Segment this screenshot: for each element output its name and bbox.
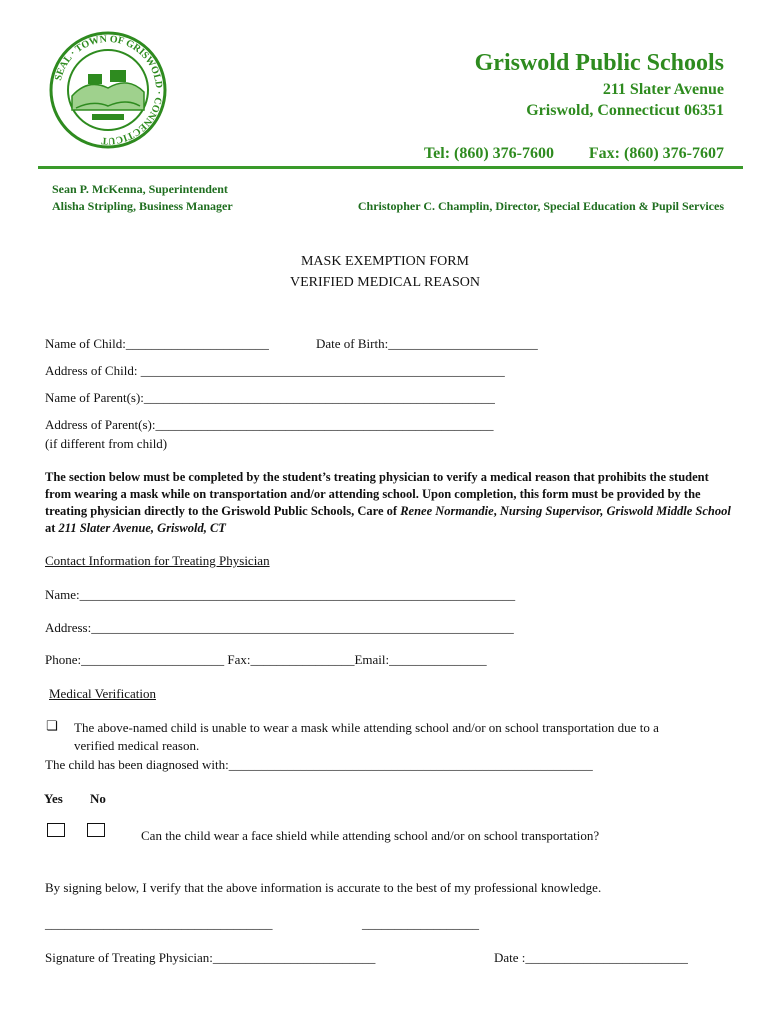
yes-checkbox[interactable] bbox=[47, 823, 65, 837]
face-shield-question: Can the child wear a face shield while attending school and/or on school transportation? bbox=[141, 828, 600, 843]
town-seal-logo bbox=[48, 30, 168, 150]
attestation-text: By signing below, I verify that the above information is accurate to the best of my professional knowledge. bbox=[45, 880, 602, 895]
verification-heading: Medical Verification bbox=[49, 686, 156, 701]
contact-role: Nursing Supervisor, Griswold Middle School bbox=[499, 504, 731, 518]
form-subtitle: VERIFIED MEDICAL REASON bbox=[289, 275, 481, 290]
contact-name: Renee Normandie bbox=[400, 504, 494, 518]
parent-name-field[interactable]: Name of Parent(s):______________________________________________________ bbox=[45, 390, 495, 405]
child-address-field[interactable]: Address of Child: ________________________________________________________ bbox=[45, 363, 505, 378]
form-title: MASK EXEMPTION FORM bbox=[300, 254, 470, 269]
superintendent: Sean P. McKenna, Superintendent bbox=[52, 182, 228, 196]
date-label[interactable]: Date :_________________________ bbox=[494, 950, 688, 965]
instructions-comma: , bbox=[493, 504, 497, 518]
diagnosis-field[interactable]: The child has been diagnosed with:________________________________________________________ bbox=[45, 757, 593, 772]
date-line[interactable]: __________________ bbox=[362, 916, 479, 931]
instructions-text: The section below must be completed by the student’s treating physician to verify a medical reason that prohibits the student from wearing a mask while on transportation and/or attending school. Upon completion, this form must be provided by the treating physician directly to the Griswold Public Schools, Care of bbox=[45, 470, 709, 518]
seal-text: SEAL · TOWN OF GRISWOLD · CONNECTICUT bbox=[53, 33, 165, 147]
signature-line[interactable]: ___________________________________ bbox=[45, 916, 273, 931]
no-checkbox[interactable] bbox=[87, 823, 105, 837]
physician-name-field[interactable]: Name:___________________________________________________________________ bbox=[45, 587, 516, 602]
fax: Fax: (860) 376-7607 bbox=[588, 145, 724, 162]
date-of-birth-field[interactable]: Date of Birth:_______________________ bbox=[316, 336, 538, 351]
address-line-2: Griswold, Connecticut 06351 bbox=[526, 102, 724, 119]
parent-address-note: (if different from child) bbox=[45, 436, 168, 451]
contact-location: 211 Slater Avenue, Griswold, CT bbox=[58, 521, 226, 535]
business-manager: Alisha Stripling, Business Manager bbox=[52, 199, 233, 213]
signature-label[interactable]: Signature of Treating Physician:_________________________ bbox=[45, 950, 376, 965]
physician-address-field[interactable]: Address:_________________________________________________________________ bbox=[45, 620, 514, 635]
address-line-1: 211 Slater Avenue bbox=[602, 81, 724, 98]
parent-address-field[interactable]: Address of Parent(s):____________________________________________________ bbox=[45, 417, 494, 432]
header-divider bbox=[38, 166, 743, 169]
physician-phone-fax-email-field[interactable]: Phone:______________________ Fax:________________Email:_______________ bbox=[45, 652, 487, 667]
child-name-field[interactable]: Name of Child:______________________ bbox=[45, 336, 269, 351]
instructions-paragraph bbox=[45, 469, 735, 537]
verification-statement-line1: The above-named child is unable to wear a mask while attending school and/or on school transportation due to a bbox=[74, 720, 659, 735]
school-name: Griswold Public Schools bbox=[474, 50, 724, 76]
telephone: Tel: (860) 376-7600 bbox=[423, 145, 554, 162]
verification-statement-line2: verified medical reason. bbox=[74, 738, 200, 753]
contact-heading: Contact Information for Treating Physician bbox=[45, 553, 270, 568]
instructions-at: at bbox=[45, 521, 59, 535]
yes-label: Yes bbox=[44, 791, 63, 806]
no-label: No bbox=[90, 791, 106, 806]
checkbox-icon[interactable]: ❏ bbox=[46, 719, 58, 734]
director: Christopher C. Champlin, Director, Special Education & Pupil Services bbox=[357, 199, 724, 213]
